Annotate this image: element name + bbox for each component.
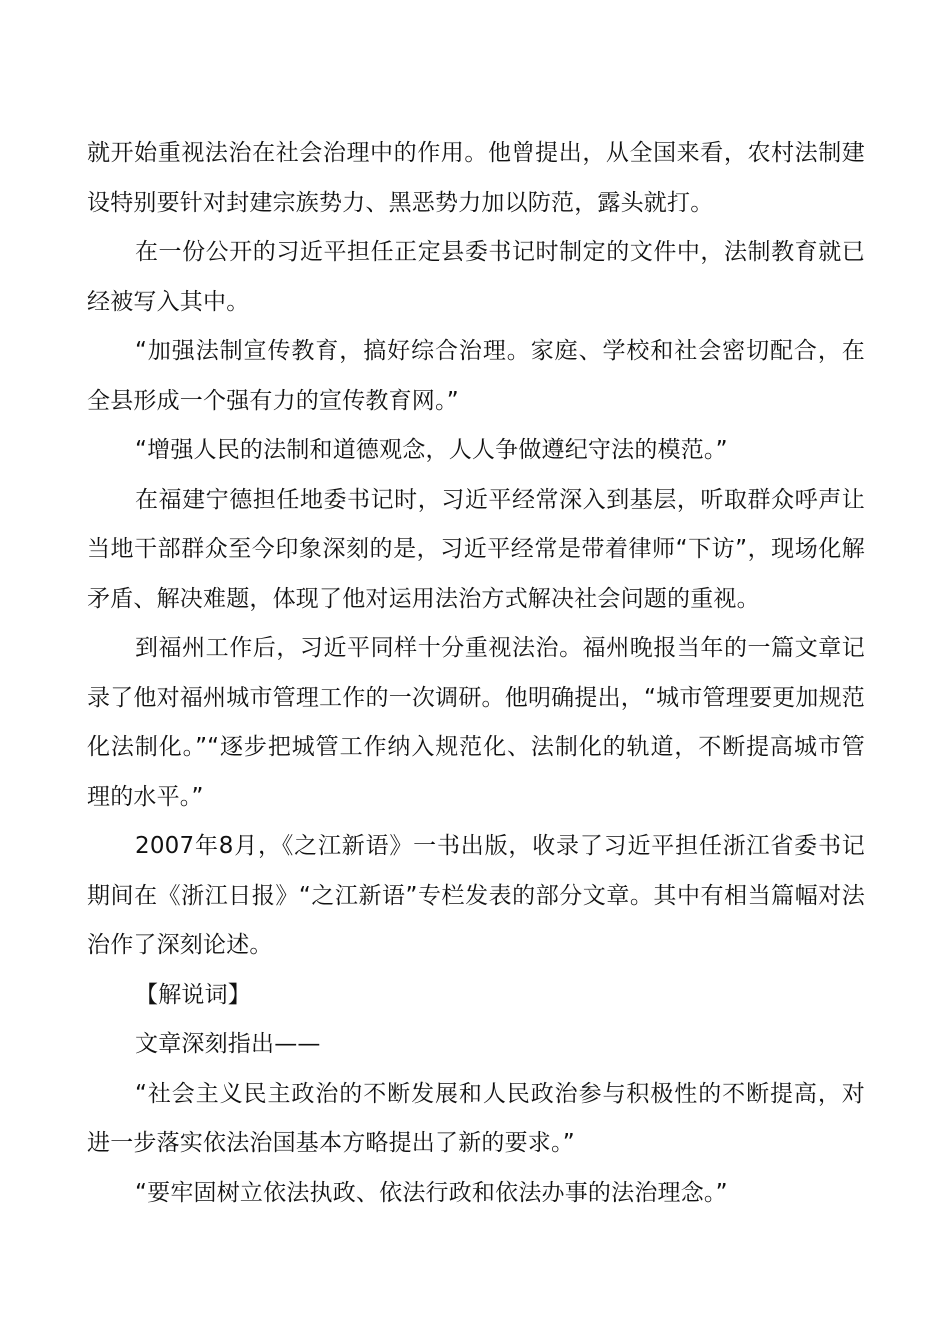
section-label: 【解说词】 — [135, 981, 251, 1008]
paragraph: 文章深刻指出—— — [135, 1031, 321, 1057]
quote-paragraph: “增强人民的法制和道德观念，人人争做遵纪守法的模范。” — [135, 437, 728, 463]
paragraph: 2007年8月，《之江新语》一书出版，收录了习近平担任浙江省委书记期间在《浙江日报》“之江新语”专栏发表的部分文章。其中有相当篇幅对法治作了深刻论述。 — [87, 833, 865, 958]
quote-paragraph: “加强法制宣传教育，搞好综合治理。家庭、学校和社会密切配合，在全县形成一个强有力的宣传教育网。” — [87, 338, 865, 414]
paragraph: 在福建宁德担任地委书记时，习近平经常深入到基层，听取群众呼声让当地干部群众至今印象深刻的是，习近平经常是带着律师“下访”，现场化解矛盾、解决难题，体现了他对运用法治方式解决社会问题的重视。 — [87, 486, 865, 612]
quote-paragraph: “要牢固树立依法执政、依法行政和依法办事的法治理念。” — [135, 1179, 728, 1206]
quote-paragraph: “社会主义民主政治的不断发展和人民政治参与积极性的不断提高，对进一步落实依法治国基本方略提出了新的要求。” — [87, 1080, 865, 1156]
paragraph: 就开始重视法治在社会治理中的作用。他曾提出，从全国来看，农村法制建设特别要针对封建宗族势力、黑恶势力加以防范，露头就打。 — [87, 140, 865, 216]
document-body — [87, 129, 865, 1218]
paragraph: 到福州工作后，习近平同样十分重视法治。福州晚报当年的一篇文章记录了他对福州城市管理工作的一次调研。他明确提出，“城市管理要更加规范化法制化。”“逐步把城管工作纳入规范化、法制化的轨道，不断提高城市管理的水平。” — [87, 635, 865, 810]
paragraph: 在一份公开的习近平担任正定县委书记时制定的文件中，法制教育就已经被写入其中。 — [87, 239, 865, 315]
